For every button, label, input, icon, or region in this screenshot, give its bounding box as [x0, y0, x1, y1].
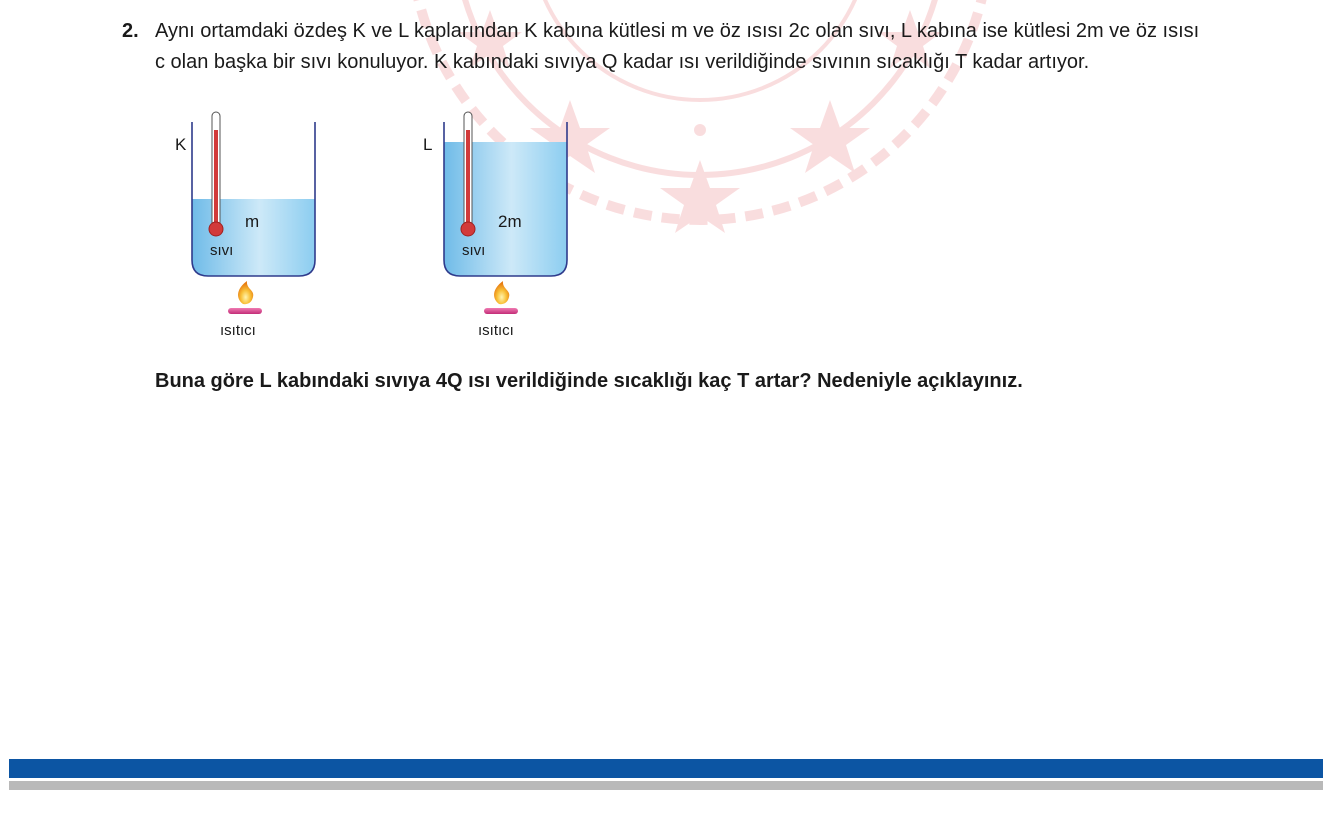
experiment-figure [165, 108, 595, 348]
heater-k-label: ısıtıcı [220, 322, 256, 339]
flame-icon [238, 281, 253, 304]
flame-icon [494, 281, 509, 304]
star-icon [660, 160, 740, 233]
question-prompt: Buna göre L kabındaki sıvıya 4Q ısı verildiğinde sıcaklığı kaç T artar? Nedeniyle açıklayınız. [155, 370, 1023, 392]
experiment-illustration [165, 108, 595, 348]
container-k-mass: m [245, 212, 260, 231]
footer-line [9, 781, 1323, 790]
container-l-mass: 2m [498, 212, 522, 231]
container-l-liquid-label: sıvı [462, 242, 486, 259]
container-k-letter: K [175, 135, 187, 154]
question-text: Aynı ortamdaki özdeş K ve L kaplarından K kabına kütlesi m ve öz ısısı 2c olan sıvı, L kabına ise kütlesi 2m ve öz ısısı c olan başka bir sıvı konuluyor. K kabındaki sıvıya Q kadar ısı verildiğinde sıvının sıcaklığı T kadar artıyor. [155, 20, 1200, 73]
question-block [122, 16, 1212, 77]
star-icon [790, 100, 870, 173]
heater-l-label: ısıtıcı [478, 322, 514, 339]
container-k-liquid-label: sıvı [210, 242, 234, 259]
heater-k [228, 281, 262, 314]
footer-bar [9, 759, 1323, 778]
container-l-letter: L [423, 135, 433, 154]
heater-l [484, 281, 518, 314]
question-number: 2. [122, 20, 139, 42]
